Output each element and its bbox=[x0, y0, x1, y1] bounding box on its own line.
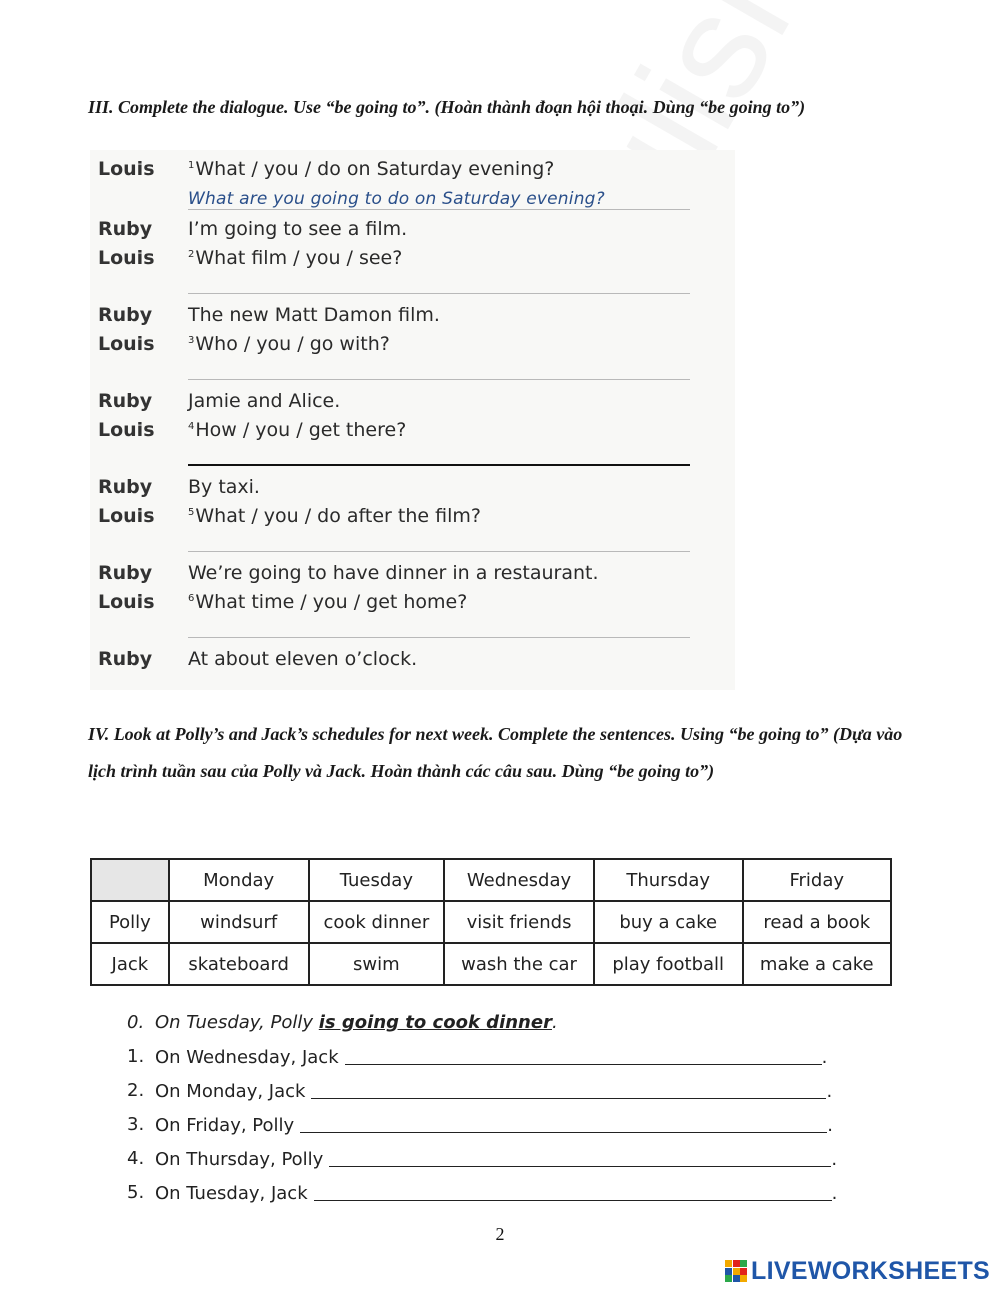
schedule-table bbox=[90, 858, 892, 986]
reply: At about eleven o’clock. bbox=[188, 648, 418, 670]
dialogue-line bbox=[90, 218, 735, 246]
sentence-number: 1. bbox=[127, 1046, 145, 1067]
sentence-number: 0. bbox=[127, 1012, 145, 1033]
answer-input-1[interactable] bbox=[345, 1046, 822, 1065]
day-header: Tuesday bbox=[309, 859, 445, 901]
sentence-prefix: On Monday, Jack bbox=[155, 1081, 306, 1102]
answer-input-3[interactable] bbox=[188, 379, 690, 380]
liveworksheets-logo[interactable] bbox=[725, 1256, 990, 1286]
question-number: 6 bbox=[188, 593, 195, 604]
question-number: 5 bbox=[188, 507, 195, 518]
section-4-heading: IV. Look at Polly’s and Jack’s schedules for next week. Complete the sentences. Using “be going to” (Dựa vào lịch trình tuần sau của Polly và Jack. Hoàn thành các câu sau. Dùng “be going to”) bbox=[88, 724, 903, 781]
dialogue-line bbox=[90, 476, 735, 504]
question-number: 1 bbox=[188, 160, 195, 171]
sentence-number: 4. bbox=[127, 1148, 145, 1169]
answer-input-2[interactable] bbox=[311, 1080, 826, 1099]
speaker: Louis bbox=[98, 591, 155, 613]
sentence-number: 5. bbox=[127, 1182, 145, 1203]
table-cell: read a book bbox=[743, 901, 891, 943]
table-cell: cook dinner bbox=[309, 901, 445, 943]
dialogue-line bbox=[90, 158, 735, 186]
answer-input-3[interactable] bbox=[300, 1114, 827, 1133]
speaker: Ruby bbox=[98, 218, 153, 240]
speaker: Ruby bbox=[98, 304, 153, 326]
dialogue-line bbox=[90, 304, 735, 332]
answer-input-5[interactable] bbox=[188, 551, 690, 552]
table-row bbox=[91, 943, 891, 985]
speaker: Ruby bbox=[98, 476, 153, 498]
speaker: Ruby bbox=[98, 648, 153, 670]
reply: We’re going to have dinner in a restaurant. bbox=[188, 562, 599, 584]
answer-input-2[interactable] bbox=[188, 293, 690, 294]
page-number: 2 bbox=[495, 1224, 505, 1244]
speaker: Louis bbox=[98, 158, 155, 180]
sentence-number: 2. bbox=[127, 1080, 145, 1101]
prompt: What time / you / get home? bbox=[195, 591, 468, 613]
dialogue-line bbox=[90, 247, 735, 275]
example-answer: is going to cook dinner bbox=[318, 1012, 552, 1033]
liveworksheets-logo-icon bbox=[725, 1260, 747, 1282]
dialogue-line bbox=[90, 505, 735, 533]
answer-input-6[interactable] bbox=[188, 637, 690, 638]
logo-text: LIVEWORKSHEETS bbox=[751, 1256, 990, 1285]
table-cell: swim bbox=[309, 943, 445, 985]
table-corner-cell bbox=[91, 859, 169, 901]
dialogue-box bbox=[90, 150, 735, 690]
speaker: Ruby bbox=[98, 562, 153, 584]
table-cell: play football bbox=[594, 943, 743, 985]
sentence-prefix: On Friday, Polly bbox=[155, 1115, 295, 1136]
day-header: Monday bbox=[169, 859, 309, 901]
person-name: Jack bbox=[91, 943, 169, 985]
day-header: Wednesday bbox=[444, 859, 594, 901]
question-number: 2 bbox=[188, 249, 195, 260]
sentence-number: 3. bbox=[127, 1114, 145, 1135]
speaker: Louis bbox=[98, 419, 155, 441]
answer-input-4[interactable] bbox=[329, 1148, 831, 1167]
speaker: Louis bbox=[98, 247, 155, 269]
handwritten-answer[interactable]: What are you going to do on Saturday evening? bbox=[188, 189, 605, 209]
sentence-prefix: On Tuesday, Polly bbox=[155, 1012, 314, 1033]
speaker: Ruby bbox=[98, 390, 153, 412]
person-name: Polly bbox=[91, 901, 169, 943]
answer-input-4[interactable] bbox=[188, 464, 690, 466]
dialogue-line bbox=[90, 390, 735, 418]
reply: By taxi. bbox=[188, 476, 260, 498]
prompt: Who / you / go with? bbox=[195, 333, 390, 355]
table-header-row bbox=[91, 859, 891, 901]
prompt: What film / you / see? bbox=[195, 247, 403, 269]
table-cell: make a cake bbox=[743, 943, 891, 985]
prompt: What / you / do on Saturday evening? bbox=[195, 158, 555, 180]
table-cell: visit friends bbox=[444, 901, 594, 943]
sentence-prefix: On Wednesday, Jack bbox=[155, 1047, 339, 1068]
reply: Jamie and Alice. bbox=[188, 390, 341, 412]
dialogue-line bbox=[90, 419, 735, 447]
speaker: Louis bbox=[98, 333, 155, 355]
reply: I’m going to see a film. bbox=[188, 218, 408, 240]
question-number: 3 bbox=[188, 335, 195, 346]
dialogue-line bbox=[90, 562, 735, 590]
sentence-prefix: On Thursday, Polly bbox=[155, 1149, 324, 1170]
table-row bbox=[91, 901, 891, 943]
table-cell: wash the car bbox=[444, 943, 594, 985]
speaker: Louis bbox=[98, 505, 155, 527]
prompt: How / you / get there? bbox=[195, 419, 407, 441]
table-cell: buy a cake bbox=[594, 901, 743, 943]
reply: The new Matt Damon film. bbox=[188, 304, 440, 326]
table-cell: skateboard bbox=[169, 943, 309, 985]
sentence-suffix: . bbox=[551, 1012, 558, 1033]
day-header: Friday bbox=[743, 859, 891, 901]
sentence-prefix: On Tuesday, Jack bbox=[155, 1183, 308, 1204]
dialogue-line bbox=[90, 648, 735, 676]
prompt: What / you / do after the film? bbox=[195, 505, 481, 527]
table-cell: windsurf bbox=[169, 901, 309, 943]
day-header: Thursday bbox=[594, 859, 743, 901]
answer-line bbox=[188, 209, 690, 210]
question-number: 4 bbox=[188, 421, 195, 432]
dialogue-line bbox=[90, 591, 735, 619]
section-3-heading: III. Complete the dialogue. Use “be going to”. (Hoàn thành đoạn hội thoại. Dùng “be going to”) bbox=[88, 97, 806, 117]
answer-input-5[interactable] bbox=[314, 1182, 832, 1201]
dialogue-line bbox=[90, 333, 735, 361]
